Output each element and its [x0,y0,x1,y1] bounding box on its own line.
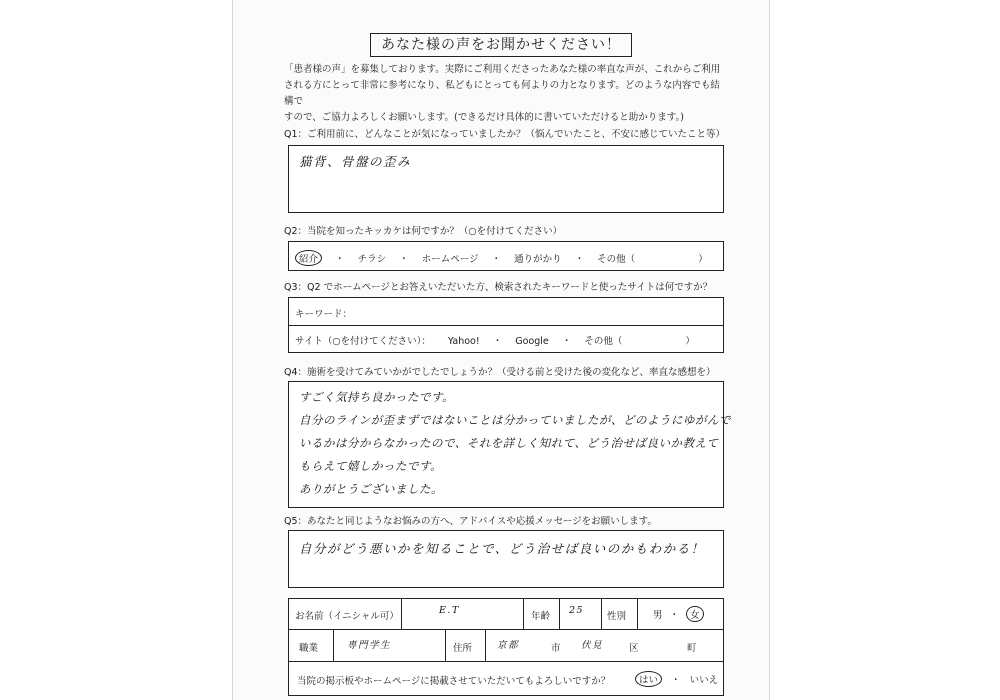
q4-answer [299,386,731,501]
consent-label: 当院の掲示板やホームページに掲載させていただいてもよろしいですか？ [297,676,611,687]
q2-option-referral[interactable]: 紹介 [295,250,322,266]
q4-answer-line: すごく気持ち良かったです。 [299,390,455,404]
form-title: あなた様の声をお聞かせください！ [370,33,632,57]
q4-answer-line: ありがとうございました。 [299,482,443,496]
separator: ・ [399,254,409,265]
q3-site-label: サイト（○を付けてください）： [295,336,431,347]
separator: ・ [669,610,680,621]
intro-line: すので、ご協力よろしくお願いします。(できるだけ具体的に書いていただけると助かります。) [284,112,684,123]
q2-options [295,250,718,266]
q1-label: Q1：ご利用前に、どんなことが気になっていましたか？（悩んでいたこと、不安に感じていたこと等） [284,129,726,140]
grid-divider [601,599,602,629]
consent-yes-option[interactable]: はい [635,671,662,687]
consent-no-option[interactable]: いいえ [689,675,719,686]
q2-options-box [288,241,724,271]
q2-option-passing[interactable]: 通りがかり [514,254,562,265]
grid-divider [485,629,486,661]
intro-line: 「患者様の声」を募集しております。実際にご利用くださったあなた様の率直な声が、これからご利用 [284,64,721,75]
q4-answer-box [288,381,731,508]
q5-label: Q5：あなたと同じようなお悩みの方へ、アドバイスや応援メッセージをお願いします。 [284,516,657,527]
q2-option-other[interactable]: その他（ [597,254,636,265]
separator: ・ [491,254,502,265]
address-label: 住所 [453,643,473,654]
separator: ・ [561,336,572,347]
grid-divider [333,629,334,661]
address-ward: 伏見 [581,640,604,651]
q2-option-flyer[interactable]: チラシ [357,254,387,265]
q4-answer-line: もらえて嬉しかったです。 [299,459,443,473]
job-value: 専門学生 [347,640,392,651]
age-label: 年齢 [531,611,551,622]
separator: ・ [671,675,681,686]
gender-label: 性別 [607,611,627,622]
q5-answer-box [288,530,724,588]
grid-divider [637,599,638,629]
q3-divider [289,325,723,326]
q3-other-close: ） [685,336,695,347]
separator: ・ [574,254,585,265]
q2-other-close: ） [698,254,708,265]
q4-answer-line: 自分のラインが歪まずではないことは分かっていましたが、どのようにゆがんで [299,413,731,427]
q4-answer-line: いるかは分からなかったので、それを詳しく知れて、どう治せば良いか教えて [299,436,719,450]
city-label: 市 [551,643,561,654]
q3-label: Q3：Q2 でホームページとお答えいただいた方、検索されたキーワードと使ったサイトは何ですか？ [284,282,713,293]
address-pref: 京都 [497,640,520,651]
name-label: お名前（イニシャル可） [295,611,399,622]
q1-answer: 猫背、骨盤の歪み [299,154,412,169]
q3-box [288,297,724,353]
name-value: E.T [439,605,460,616]
q3-option-google[interactable]: Google [515,336,549,347]
q2-option-homepage[interactable]: ホームページ [421,254,479,265]
q2-label: Q2：当院を知ったキッカケは何ですか？（○を付けてください） [284,226,563,237]
job-label: 職業 [299,643,319,654]
consent-options [635,671,718,687]
q3-keyword-label: キーワード： [295,309,353,320]
grid-divider [559,599,560,629]
intro-text [284,62,724,126]
grid-divider [401,599,402,629]
gender-female-option[interactable]: 女 [686,606,704,622]
q3-option-yahoo[interactable]: Yahoo! [447,336,480,347]
town-label: 町 [687,643,697,654]
grid-divider [445,629,446,661]
separator: ・ [335,254,345,265]
q3-site-row [295,333,695,347]
age-value: 25 [569,605,585,616]
grid-divider [289,661,723,662]
q5-answer: 自分がどう悪いかを知ることで、どう治せば良いのかもわかる！ [299,541,705,556]
q4-label: Q4：施術を受けてみていかがでしたでしょうか？（受ける前と受けた後の変化など、率直な感想を） [284,367,716,378]
profile-grid [288,598,724,696]
intro-line: される方にとって非常に参考になり、私どもにとっても何よりの力となります。どのような内容でも結構で [284,80,720,107]
q3-option-other[interactable]: その他（ [584,336,623,347]
ward-label: 区 [629,643,639,654]
gender-options [653,606,704,622]
grid-divider [523,599,524,629]
gender-male-option[interactable]: 男 [653,610,663,621]
q1-answer-box [288,145,724,213]
grid-divider [289,629,723,630]
separator: ・ [492,336,503,347]
